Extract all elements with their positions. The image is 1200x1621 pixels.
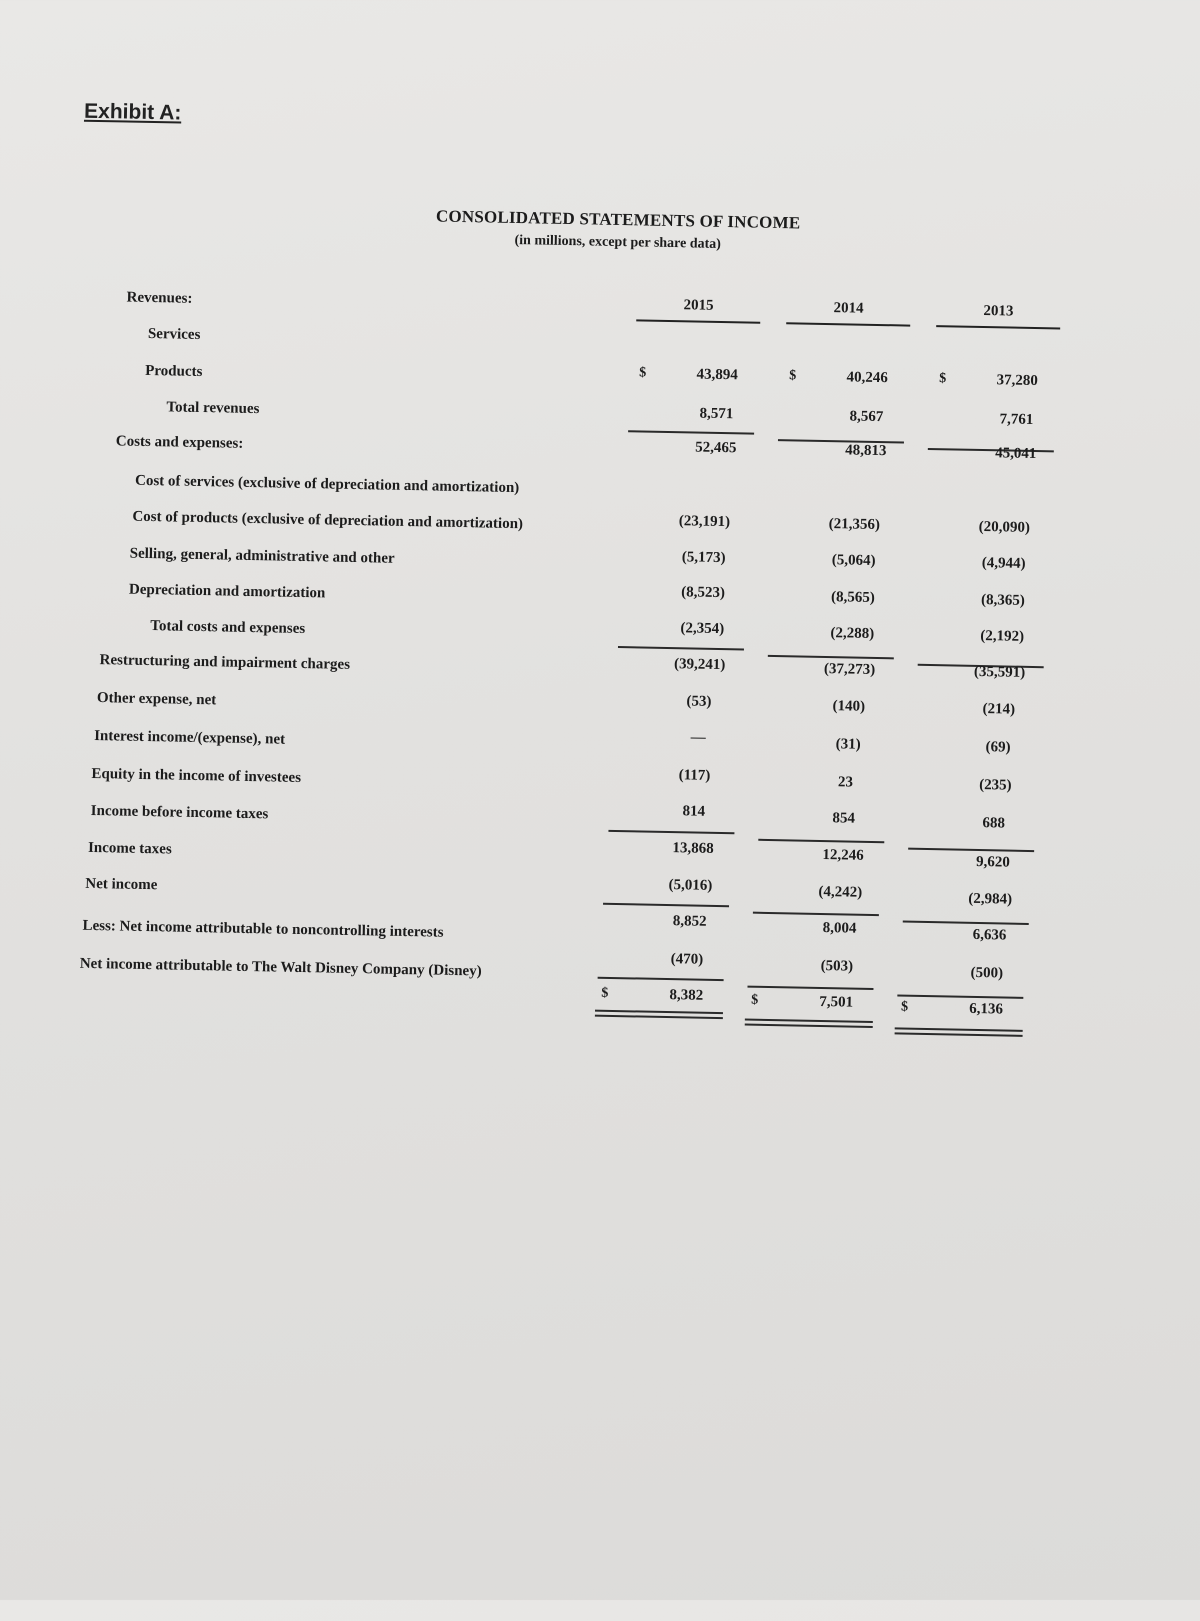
value-2014: 12,246 <box>822 847 864 864</box>
row-label: Total revenues <box>166 399 260 418</box>
value-2015: — <box>690 729 706 746</box>
value-2013: (20,090) <box>978 518 1031 536</box>
value-2014: (5,064) <box>831 552 876 569</box>
total-double-rule <box>745 1019 873 1028</box>
value-2015: (117) <box>678 767 711 784</box>
value-2015: 8,382 <box>669 987 704 1004</box>
value-2013: 6,636 <box>972 926 1007 944</box>
value-2015: 43,894 <box>696 366 738 384</box>
value-2014: 8,567 <box>849 408 884 426</box>
value-2013: (214) <box>982 701 1016 718</box>
value-2015: (23,191) <box>678 513 731 531</box>
value-2014: (4,242) <box>818 883 863 901</box>
currency-symbol: $ <box>639 365 647 381</box>
value-2013: 45,041 <box>994 445 1037 463</box>
row-label: Net income <box>85 875 158 894</box>
value-2015: (470) <box>670 951 704 968</box>
statement-subtitle: (in millions, except per share data) <box>514 232 722 252</box>
value-2014: (503) <box>820 957 854 975</box>
year-header-2015: 2015 <box>636 296 760 323</box>
currency-symbol: $ <box>789 368 797 384</box>
value-2015: 13,868 <box>672 840 714 857</box>
value-2015: 814 <box>682 803 706 820</box>
total-double-rule <box>895 1027 1023 1036</box>
row-label: Selling, general, administrative and other <box>129 545 395 567</box>
value-2013: 6,136 <box>969 1000 1004 1018</box>
row-label: Less: Net income attributable to noncontrolling interests <box>82 917 444 941</box>
total-double-rule <box>595 1010 723 1019</box>
row-label: Services <box>147 325 201 343</box>
value-2015: (8,523) <box>681 584 726 602</box>
value-2015: (53) <box>686 693 712 710</box>
row-label: Costs and expenses: <box>115 433 244 452</box>
row-label: Total costs and expenses <box>150 618 306 638</box>
row-label: Products <box>145 362 203 381</box>
row-net-income-disney <box>0 954 1184 1018</box>
value-2015: (2,354) <box>680 620 725 638</box>
currency-symbol: $ <box>601 985 609 1001</box>
value-2014: (31) <box>835 736 861 753</box>
value-2014: (21,356) <box>828 516 881 534</box>
value-2014: 8,004 <box>822 920 857 937</box>
currency-symbol: $ <box>900 999 909 1015</box>
row-label: Restructuring and impairment charges <box>99 652 351 673</box>
row-label: Depreciation and amortization <box>128 581 326 602</box>
row-label: Income taxes <box>87 839 172 858</box>
subtotal-rule <box>908 848 1034 852</box>
row-label: Cost of services (exclusive of depreciation and amortization) <box>134 472 520 497</box>
row-label: Cost of products (exclusive of depreciation and amortization) <box>132 508 524 533</box>
value-2013: (2,192) <box>980 627 1025 645</box>
row-label: Interest income/(expense), net <box>94 728 286 748</box>
subtotal-rule <box>903 921 1029 925</box>
value-2013: 688 <box>982 815 1006 832</box>
value-2013: (235) <box>978 777 1012 794</box>
row-label: Revenues: <box>126 289 193 307</box>
exhibit-label: Exhibit A: <box>83 99 182 125</box>
row-label: Net income attributable to The Walt Disney Company (Disney) <box>79 955 482 980</box>
currency-symbol: $ <box>939 371 947 387</box>
value-2015: (39,241) <box>673 656 726 674</box>
value-2014: (2,288) <box>830 625 875 642</box>
statement-title: CONSOLIDATED STATEMENTS OF INCOME <box>435 206 801 233</box>
value-2013: 9,620 <box>975 853 1010 871</box>
value-2013: (500) <box>970 964 1004 982</box>
value-2015: 52,465 <box>695 439 737 457</box>
value-2013: (8,365) <box>980 592 1025 609</box>
value-2014: 23 <box>837 774 854 791</box>
value-2015: 8,852 <box>672 913 707 930</box>
value-2014: 48,813 <box>845 442 887 460</box>
row-label: Income before income taxes <box>90 802 269 823</box>
value-2015: (5,016) <box>668 877 713 894</box>
value-2015: 8,571 <box>699 405 734 423</box>
value-2013: (4,944) <box>981 555 1026 572</box>
row-label: Equity in the income of investees <box>91 765 302 786</box>
value-2013: (2,984) <box>968 890 1013 908</box>
year-header-2013: 2013 <box>936 302 1060 329</box>
value-2013: 37,280 <box>996 372 1038 390</box>
value-2014: (8,565) <box>830 589 875 606</box>
row-label: Other expense, net <box>96 690 217 709</box>
currency-symbol: $ <box>751 992 759 1008</box>
value-2013: (69) <box>985 739 1011 756</box>
value-2013: 7,761 <box>999 411 1034 428</box>
value-2014: (37,273) <box>823 661 876 678</box>
value-2014: 7,501 <box>819 993 854 1011</box>
value-2014: 854 <box>832 810 856 827</box>
value-2014: 40,246 <box>846 369 888 387</box>
value-2013: (35,591) <box>973 663 1026 681</box>
value-2014: (140) <box>832 698 866 715</box>
year-header-2014: 2014 <box>786 299 910 326</box>
value-2015: (5,173) <box>681 549 726 567</box>
